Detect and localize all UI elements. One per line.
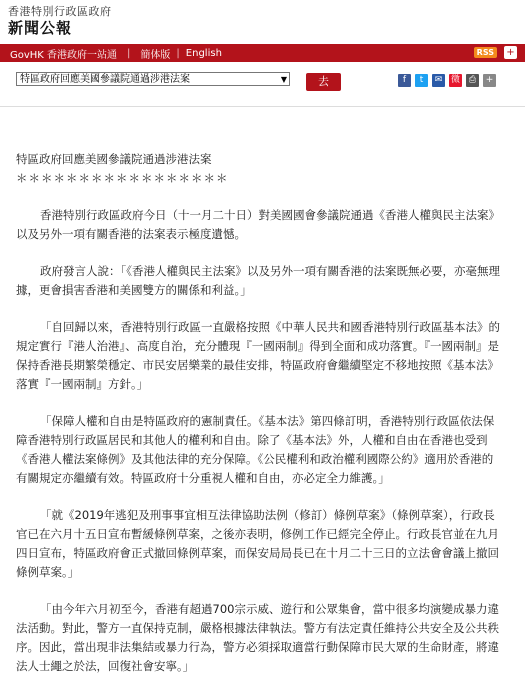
govhk-link[interactable]: GovHK 香港政府一站通 bbox=[10, 50, 118, 61]
english-link[interactable]: English bbox=[185, 48, 222, 59]
toolbar bbox=[0, 62, 525, 107]
email-icon[interactable]: ✉ bbox=[432, 74, 445, 87]
paragraph: 香港特別行政區政府今日（十一月二十日）對美國國會參議院通過《香港人權與民主法案》以及另外一項有關香港的法案表示極度遺憾。 bbox=[16, 208, 500, 241]
share-icon[interactable]: + bbox=[504, 46, 517, 59]
rss-button[interactable]: RSS bbox=[474, 47, 497, 58]
twitter-icon[interactable]: t bbox=[415, 74, 428, 87]
print-icon[interactable]: ⎙ bbox=[466, 74, 479, 87]
paragraph: 政府發言人說：「《香港人權與民主法案》以及另外一項有關香港的法案既無必要，亦毫無理據，更會損害香港和美國雙方的關係和利益。」 bbox=[16, 264, 500, 297]
go-button[interactable]: 去 bbox=[306, 73, 341, 91]
paragraph: 「保障人權和自由是特區政府的憲制責任。《基本法》第四條訂明，香港特別行政區依法保障香港特別行政區居民和其他人的權利和自由。除了《基本法》外，人權和自由在香港也受到《香港人權法案條例》及其他法律的充分保障。《公民權利和政治權利國際公約》適用於香港的有關規定亦繼續有效。特區政府十分重視人權和自由，亦必定全力維護。」 bbox=[16, 414, 495, 485]
paragraph: 「就《2019年逃犯及刑事事宜相互法律協助法例（修訂）條例草案》（條例草案），行政長官已在六月十五日宣布暫緩條例草案，之後亦表明，修例工作已經完全停止。行政長官並在九月四日宣布，特區政府會正式撤回條例草案，而保安局局長已在十月二十三日的立法會會議上撤回條例草案。」 bbox=[16, 508, 499, 579]
plus-icon[interactable]: + bbox=[483, 74, 496, 87]
simplified-chinese-link[interactable]: 簡体版 bbox=[140, 50, 171, 61]
share-icons bbox=[398, 74, 496, 87]
facebook-icon[interactable]: f bbox=[398, 74, 411, 87]
article-select-value: 特區政府回應美國參議院通過涉港法案 bbox=[20, 74, 190, 85]
page-header bbox=[0, 0, 525, 44]
top-navbar: GovHK 香港政府一站通 | 簡体版 | English RSS + bbox=[0, 44, 525, 62]
article-select[interactable] bbox=[16, 72, 290, 86]
weibo-icon[interactable]: 微 bbox=[450, 75, 460, 85]
article-heading: 特區政府回應美國參議院通過涉港法案 bbox=[16, 152, 212, 166]
paragraph: 「由今年六月初至今，香港有超過700宗示威、遊行和公眾集會，當中很多均演變成暴力違法活動。對此，警方一直保持克制，嚴格根據法律執法。警方有法定責任維持公共安全及公共秩序。因此，當出現非法集結或暴力行為，警方必須採取適當行動保障市民大眾的生命財產，將違法人士繩之於法，回復社會安寧。」 bbox=[16, 602, 499, 673]
paragraph: 「自回歸以來，香港特別行政區一直嚴格按照《中華人民共和國香港特別行政區基本法》的規定實行『港人治港』、高度自治，充分體現『一國兩制』得到全面和成功落實。『一國兩制』是保持香港長期繁榮穩定、市民安居樂業的最佳安排，特區政府會繼續堅定不移地按照《基本法》落實『一國兩制』方針。」 bbox=[16, 320, 500, 391]
stars-divider: ＊＊＊＊＊＊＊＊＊＊＊＊＊＊＊＊＊ bbox=[16, 171, 229, 185]
article-body bbox=[16, 150, 500, 676]
dropdown-arrow-icon: ▼ bbox=[280, 75, 287, 84]
page-title: 新聞公報 bbox=[8, 19, 73, 37]
org-name: 香港特別行政區政府 bbox=[8, 5, 112, 18]
